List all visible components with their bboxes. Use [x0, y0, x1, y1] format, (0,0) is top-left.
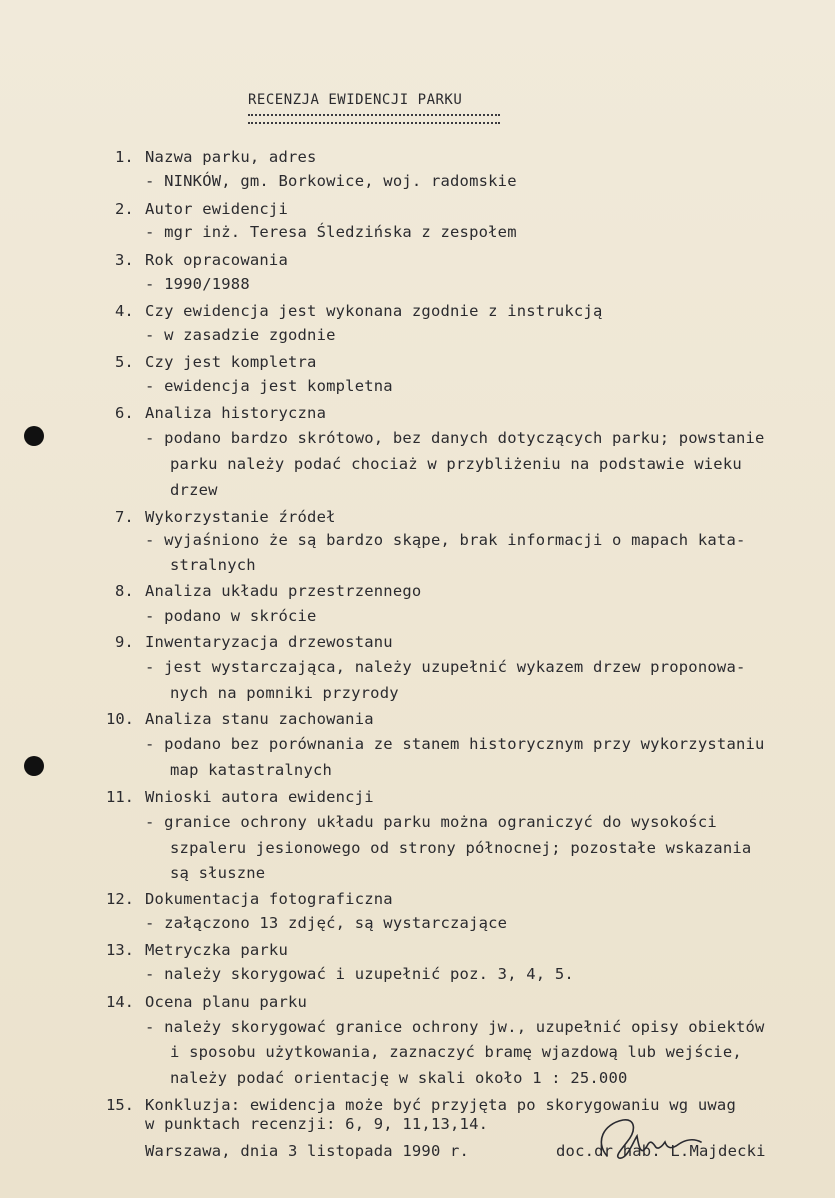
item-heading: Rok opracowania — [145, 251, 288, 269]
item-text: należy podać orientację w skali około 1 : 25.000 — [170, 1069, 628, 1087]
item-heading: Metryczka parku — [145, 941, 288, 959]
item-heading: Autor ewidencji — [145, 200, 288, 218]
item-text: - mgr inż. Teresa Śledzińska z zespołem — [145, 223, 517, 241]
item-heading: Konkluzja: ewidencja może być przyjęta po skorygowaniu wg uwag — [145, 1096, 736, 1114]
item-text: są słuszne — [170, 864, 266, 882]
item-number: 3. — [115, 251, 134, 269]
item-text: - wyjaśniono że są bardzo skąpe, brak informacji o mapach kata- — [145, 531, 746, 549]
item-number: 13. — [106, 941, 134, 959]
item-text: - w zasadzie zgodnie — [145, 326, 336, 344]
handwritten-signature-icon — [575, 1112, 715, 1172]
punch-hole-icon — [24, 426, 44, 446]
item-text: map katastralnych — [170, 761, 333, 779]
item-text: - 1990/1988 — [145, 275, 250, 293]
item-heading: Nazwa parku, adres — [145, 148, 317, 166]
item-number: 7. — [115, 508, 134, 526]
item-heading: Analiza historyczna — [145, 404, 327, 422]
item-number: 9. — [115, 633, 134, 651]
item-heading: Czy ewidencja jest wykonana zgodnie z instrukcją — [145, 302, 603, 320]
item-text: - należy skorygować granice ochrony jw., uzupełnić opisy obiektów — [145, 1018, 765, 1036]
item-text: parku należy podać chociaż w przybliżeniu na podstawie wieku — [170, 455, 742, 473]
author-name: doc.dr hab. L.Majdecki — [556, 1142, 766, 1160]
item-number: 5. — [115, 353, 134, 371]
item-number: 15. — [106, 1096, 134, 1114]
item-heading: Analiza układu przestrzennego — [145, 582, 422, 600]
item-text: - ewidencja jest kompletna — [145, 377, 393, 395]
item-heading: Analiza stanu zachowania — [145, 710, 374, 728]
item-number: 1. — [115, 148, 134, 166]
document-title: RECENZJA EWIDENCJI PARKU — [248, 92, 463, 108]
punch-hole-icon — [24, 756, 44, 776]
title-double-underline — [248, 114, 500, 124]
item-text: i sposobu użytkowania, zaznaczyć bramę wjazdową lub wejście, — [170, 1043, 742, 1061]
item-text: - jest wystarczająca, należy uzupełnić wykazem drzew proponowa- — [145, 658, 746, 676]
item-heading: Wnioski autora ewidencji — [145, 788, 374, 806]
item-number: 12. — [106, 890, 134, 908]
item-text: - załączono 13 zdjęć, są wystarczające — [145, 914, 508, 932]
item-text: stralnych — [170, 556, 256, 574]
item-text: - NINKÓW, gm. Borkowice, woj. radomskie — [145, 172, 517, 190]
item-heading: Czy jest kompletra — [145, 353, 317, 371]
item-number: 11. — [106, 788, 134, 806]
item-text: - podano bez porównania ze stanem historycznym przy wykorzystaniu — [145, 735, 765, 753]
item-number: 4. — [115, 302, 134, 320]
item-text: nych na pomniki przyrody — [170, 684, 399, 702]
item-text: w punktach recenzji: 6, 9, 11,13,14. — [145, 1115, 489, 1133]
item-number: 6. — [115, 404, 134, 422]
item-text: - podano w skrócie — [145, 607, 317, 625]
item-text: - granice ochrony układu parku można ograniczyć do wysokości — [145, 813, 717, 831]
item-heading: Wykorzystanie źródeł — [145, 508, 336, 526]
item-text: - podano bardzo skrótowo, bez danych dotyczących parku; powstanie — [145, 429, 765, 447]
item-number: 10. — [106, 710, 134, 728]
item-number: 8. — [115, 582, 134, 600]
item-heading: Dokumentacja fotograficzna — [145, 890, 393, 908]
item-text: drzew — [170, 481, 218, 499]
item-number: 2. — [115, 200, 134, 218]
item-text: szpaleru jesionowego od strony północnej; pozostałe wskazania — [170, 839, 752, 857]
item-heading: Inwentaryzacja drzewostanu — [145, 633, 393, 651]
item-text: - należy skorygować i uzupełnić poz. 3, 4, 5. — [145, 965, 574, 983]
place-date: Warszawa, dnia 3 listopada 1990 r. — [145, 1142, 470, 1160]
item-heading: Ocena planu parku — [145, 993, 308, 1011]
item-number: 14. — [106, 993, 134, 1011]
